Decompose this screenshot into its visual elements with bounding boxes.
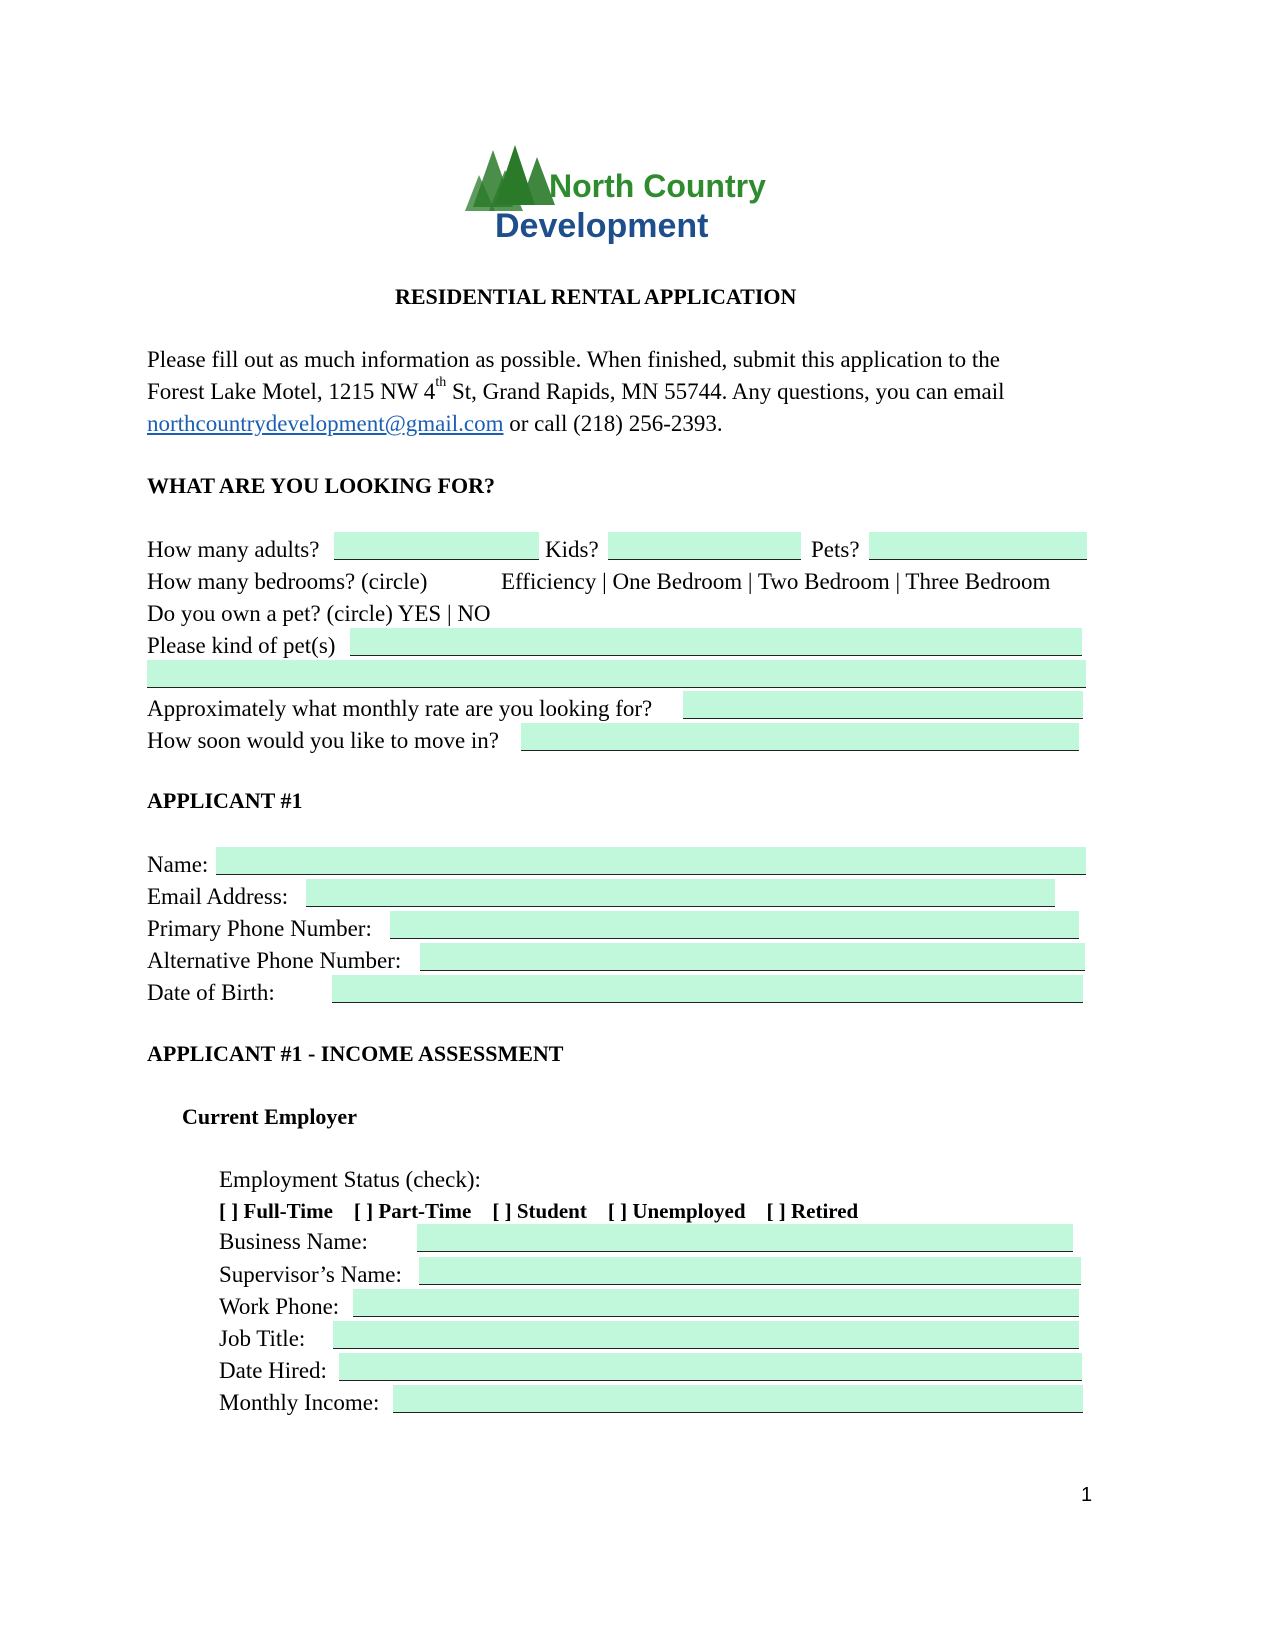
bedroom-options[interactable]: Efficiency | One Bedroom | Two Bedroom | Three Bedroom [501, 569, 1051, 594]
page-title: RESIDENTIAL RENTAL APPLICATION [395, 284, 797, 309]
looking-heading: WHAT ARE YOU LOOKING FOR? [147, 473, 495, 498]
name-field[interactable] [216, 847, 1086, 875]
email-label: Email Address: [147, 884, 289, 909]
intro-line2 [147, 375, 1005, 404]
income-heading: APPLICANT #1 - INCOME ASSESSMENT [147, 1041, 564, 1066]
job-title-field[interactable] [333, 1321, 1079, 1349]
intro-line3-rest: or call (218) 256-2393. [503, 411, 723, 436]
own-pet-label[interactable]: Do you own a pet? (circle) YES | NO [147, 601, 491, 626]
employer-subheading: Current Employer [182, 1104, 357, 1129]
monthly-income-label: Monthly Income: [219, 1390, 380, 1415]
intro-line2-b: St, Grand Rapids, MN 55744. Any questions, you can email [446, 379, 1005, 404]
monthly-income-field[interactable] [393, 1385, 1083, 1413]
date-hired-field[interactable] [339, 1353, 1082, 1381]
pets-field[interactable] [869, 532, 1087, 560]
intro-line3 [147, 412, 723, 435]
primary-phone-field[interactable] [390, 911, 1079, 939]
intro-line1: Please fill out as much information as possible. When finished, submit this application to the [147, 347, 1000, 372]
logo-line2: Development [495, 207, 709, 245]
rate-field[interactable] [683, 691, 1083, 719]
rate-label: Approximately what monthly rate are you looking for? [147, 696, 653, 721]
supervisor-label: Supervisor’s Name: [219, 1262, 402, 1287]
logo-line1: North Country [549, 168, 766, 204]
kind-pet-field-2[interactable] [147, 660, 1086, 688]
supervisor-field[interactable] [419, 1257, 1081, 1285]
north-country-logo [465, 145, 795, 255]
intro-line2-sup: th [435, 375, 447, 390]
applicant-heading: APPLICANT #1 [147, 788, 303, 813]
work-phone-field[interactable] [353, 1289, 1079, 1317]
employment-status-options[interactable]: [ ] Full-Time [ ] Part-Time [ ] Student [ ] Unemployed [ ] Retired [219, 1199, 859, 1223]
kind-pet-field[interactable] [350, 628, 1082, 656]
adults-label: How many adults? [147, 537, 320, 562]
bedrooms-label: How many bedrooms? (circle) [147, 569, 428, 594]
dob-label: Date of Birth: [147, 980, 275, 1005]
alt-phone-field[interactable] [420, 943, 1085, 971]
move-in-field[interactable] [521, 723, 1079, 751]
intro-line2-a: Forest Lake Motel, 1215 NW 4 [147, 379, 436, 404]
adults-field[interactable] [334, 532, 539, 560]
work-phone-label: Work Phone: [219, 1294, 340, 1319]
alt-phone-label: Alternative Phone Number: [147, 948, 402, 973]
move-in-label: How soon would you like to move in? [147, 728, 499, 753]
kids-label: Kids? [545, 537, 599, 562]
business-label: Business Name: [219, 1229, 368, 1254]
business-field[interactable] [417, 1224, 1073, 1252]
job-title-label: Job Title: [219, 1326, 306, 1351]
pets-label: Pets? [811, 537, 860, 562]
dob-field[interactable] [332, 975, 1083, 1003]
email-link[interactable]: northcountrydevelopment@gmail.com [147, 411, 504, 436]
primary-phone-label: Primary Phone Number: [147, 916, 372, 941]
pine-trees-icon [465, 145, 555, 211]
date-hired-label: Date Hired: [219, 1358, 327, 1383]
kind-pet-label: Please kind of pet(s) [147, 633, 336, 658]
email-field[interactable] [306, 879, 1055, 907]
page-number: 1 [1081, 1484, 1093, 1506]
name-label: Name: [147, 852, 209, 877]
kids-field[interactable] [608, 532, 801, 560]
employment-status-label: Employment Status (check): [219, 1167, 481, 1192]
